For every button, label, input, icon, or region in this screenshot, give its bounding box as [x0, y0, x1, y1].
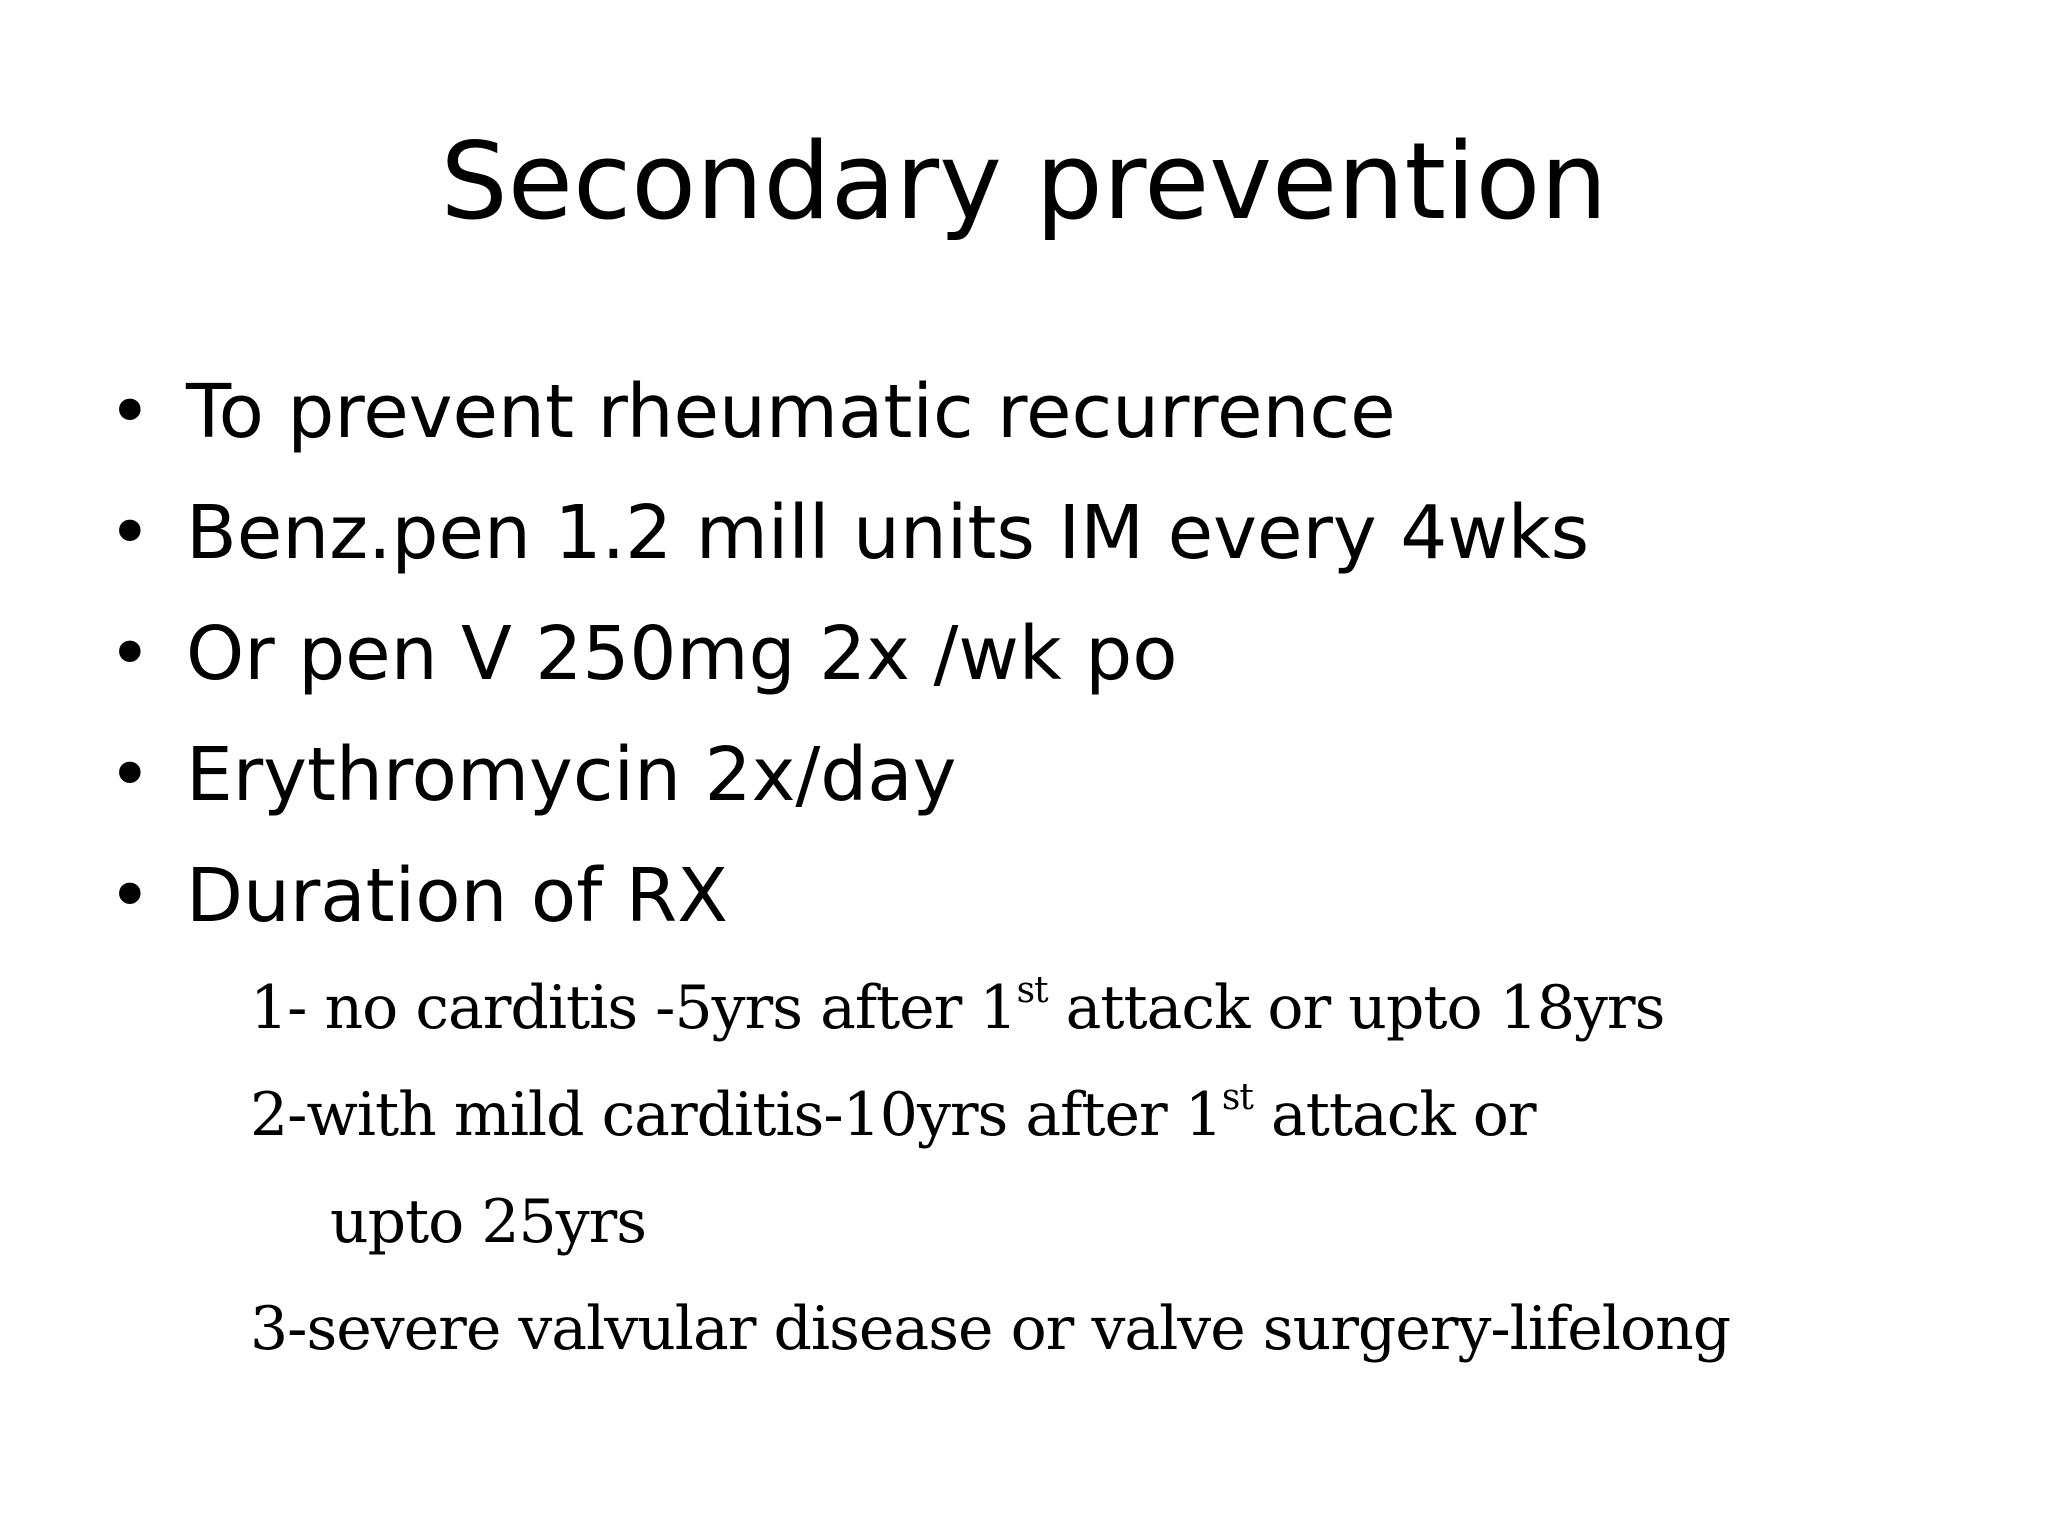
bullet-item [108, 594, 1988, 715]
bullet-item [108, 352, 1988, 473]
bullet-dot-icon: • [108, 611, 152, 697]
ordinal-suffix: st [1221, 1077, 1253, 1118]
bullet-list [108, 352, 1988, 957]
duration-text: 2-with mild carditis-10yrs after 1 [250, 1080, 1222, 1150]
bullet-dot-icon: • [108, 369, 152, 455]
duration-item-no-carditis [250, 955, 2000, 1062]
bullet-item [108, 715, 1988, 836]
duration-text: upto 25yrs [330, 1187, 647, 1257]
bullet-text: Or pen V 250mg 2x /wk po [186, 611, 1178, 697]
bullet-dot-icon: • [108, 490, 152, 576]
duration-item-severe [250, 1276, 2000, 1383]
bullet-item [108, 836, 1988, 957]
duration-list [250, 955, 2000, 1383]
duration-text: attack or upto 18yrs [1047, 973, 1665, 1043]
duration-text: attack or [1252, 1080, 1536, 1150]
bullet-text: To prevent rheumatic recurrence [186, 369, 1396, 455]
duration-text: 3-severe valvular disease or valve surgery-lifelong [250, 1294, 1731, 1364]
bullet-item [108, 473, 1988, 594]
bullet-text: Duration of RX [186, 853, 728, 939]
bullet-text: Benz.pen 1.2 mill units IM every 4wks [186, 490, 1590, 576]
bullet-dot-icon: • [108, 732, 152, 818]
duration-item-mild-carditis [250, 1062, 2000, 1169]
bullet-dot-icon: • [108, 853, 152, 939]
duration-text: 1- no carditis -5yrs after 1 [250, 973, 1017, 1043]
ordinal-suffix: st [1016, 970, 1048, 1011]
slide-title: Secondary prevention [440, 120, 1608, 243]
bullet-text: Erythromycin 2x/day [186, 732, 957, 818]
duration-item-continuation [250, 1169, 2000, 1276]
